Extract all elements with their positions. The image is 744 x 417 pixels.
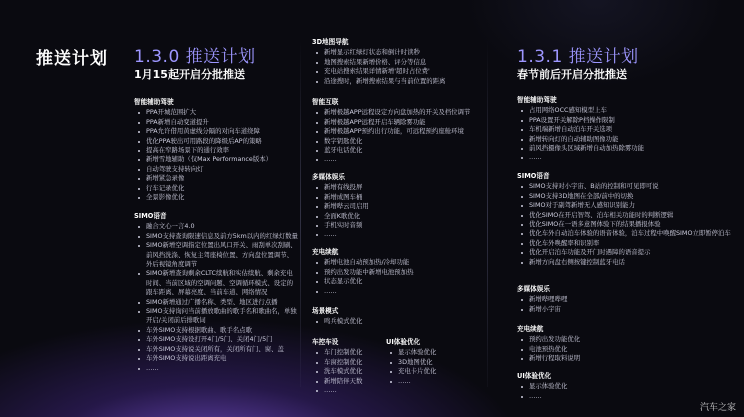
list-item: 新增行程取料说明 xyxy=(517,354,717,363)
watermark-autohome: 汽车之家 xyxy=(699,403,736,413)
section-scene-mode xyxy=(312,307,484,327)
list-item: 预约出发功能中新增电池预加热 xyxy=(312,268,484,277)
section-title: 车控车设 xyxy=(312,338,339,346)
item-list xyxy=(517,335,717,363)
section-charging-1 xyxy=(312,248,484,296)
version-1-3-0-title: 1.3.0 推送计划 xyxy=(134,47,256,67)
list-item: 新增哔云司启用 xyxy=(312,202,484,211)
list-item: 新增紧急录像 xyxy=(134,174,299,183)
list-item: 车外SIMO支持根据歌曲、歌手名点歌 xyxy=(134,326,299,335)
list-item: 优化车外自动泊车体验的语音体验，泊车过程中唤醒SIMO立即暂停泊车 xyxy=(517,229,742,238)
list-item: 新增小宇宙 xyxy=(517,305,717,314)
list-item: 地图搜索结果新增价格、评分等信息 xyxy=(312,58,484,67)
list-item: 全景影像优化 xyxy=(134,193,299,202)
list-item: 充电卡片优化 xyxy=(386,367,481,376)
list-item: 新增有线投屏 xyxy=(312,183,484,192)
section-title: 充电续航 xyxy=(312,248,339,256)
list-item: 车外SIMO支持说出距离充电 xyxy=(134,354,299,363)
list-item: SIMO支持询问当前播放歌曲的歌手名和歌曲名，单独开启/关闭前后排歌词 xyxy=(134,307,299,326)
section-car-control xyxy=(312,338,387,395)
item-list xyxy=(312,108,484,164)
list-item: 前风挡摄像头区域新增自动加热除雾功能 xyxy=(517,144,737,153)
item-list xyxy=(312,258,484,296)
list-item: SIMO支持对小宇宙、B站的控制和可见即可说 xyxy=(517,182,742,191)
section-title: 场景模式 xyxy=(312,307,339,315)
list-item: 优化开启泊车功能及开门时遇障的语音提示 xyxy=(517,248,742,257)
list-item: SIMO支持3D地图在全部/前中的切换 xyxy=(517,192,742,201)
list-item: SIMO新增空调指定位置出风口开关、雨刮单次刮刷、前风挡洗涤、恢复主驾座椅位置、方向盘位置调节、外后视镜角度调节 xyxy=(134,241,299,269)
section-driving-assist-2 xyxy=(517,96,737,163)
list-item: 优化SIMO在一语多意图体验下的结果播报体验 xyxy=(517,220,742,229)
section-title: 3D地图导航 xyxy=(312,38,349,46)
section-ui-experience-1 xyxy=(386,338,481,386)
list-item: 优化SIMO在开启智驾、泊车相关功能时的判断逻辑 xyxy=(517,211,742,220)
list-item: 沿途搜时，新增搜索结果与当前位置的距离 xyxy=(312,77,484,86)
list-item: 洗车模式优化 xyxy=(312,367,387,376)
list-item: 手机实时音频 xyxy=(312,221,484,230)
section-title: SIMO语音 xyxy=(134,212,167,220)
list-item: 新增成图车桶 xyxy=(312,193,484,202)
version-1-3-1-subtitle: 春节前后开启分批推送 xyxy=(517,68,627,81)
list-item: SIMO新增通过广播名称、类型、地区进行点播 xyxy=(134,298,299,307)
list-item: 提高在窄路场景下的通行效率 xyxy=(134,146,299,155)
section-multimedia-1 xyxy=(312,173,484,240)
list-item: 状态显示优化 xyxy=(312,277,484,286)
list-item: 显示体验优化 xyxy=(517,382,717,391)
section-title: 多媒体娱乐 xyxy=(517,285,550,293)
item-list xyxy=(312,348,387,395)
section-charging-2 xyxy=(517,325,717,364)
column-divider-2 xyxy=(487,40,488,387)
section-smart-connect xyxy=(312,98,484,165)
section-title: 多媒体娱乐 xyxy=(312,173,345,181)
item-list xyxy=(517,106,737,162)
version-1-3-0-subtitle: 1月15起开启分批推送 xyxy=(134,68,245,81)
list-item: PPA新增自动变道提升 xyxy=(134,118,299,127)
section-title: 智能互联 xyxy=(312,98,339,106)
item-list xyxy=(312,48,484,86)
section-multimedia-2 xyxy=(517,285,717,314)
item-list xyxy=(312,317,484,326)
list-item: 显示体验优化 xyxy=(386,348,481,357)
section-3d-map xyxy=(312,38,484,86)
list-item: 新增极越APP预约出行功能，可远程预约座舱环境 xyxy=(312,127,484,136)
list-item: 优化PPA驶出可用路段的降级后AP的策略 xyxy=(134,137,299,146)
list-item: 行车记录优化 xyxy=(134,184,299,193)
item-list xyxy=(517,182,742,267)
list-item: 蓝牙电话优化 xyxy=(312,146,484,155)
list-item: …… xyxy=(386,377,481,386)
list-item: 车门控制优化 xyxy=(312,348,387,357)
item-list xyxy=(134,108,299,202)
list-item: 电池预热优化 xyxy=(517,345,717,354)
section-driving-assist-1 xyxy=(134,98,299,202)
list-item: 新增极越APP远程开启车辆除雾功能 xyxy=(312,118,484,127)
section-title: UI体验优化 xyxy=(386,338,421,346)
list-item: …… xyxy=(517,153,737,162)
list-item: …… xyxy=(134,364,299,373)
list-item: 新增转向灯的自动辅助图像功能 xyxy=(517,135,737,144)
section-title: 充电续航 xyxy=(517,325,544,333)
list-item: PPA开城范围扩大 xyxy=(134,108,299,117)
list-item: 预约出发功能优化 xyxy=(517,335,717,344)
list-item: 充电站搜索结果详情新增'超时占位费' xyxy=(312,67,484,76)
list-item: 融合文心一言4.0 xyxy=(134,222,299,231)
item-list xyxy=(312,183,484,239)
list-item: 新增雪地辅助（仅Max Performance版本） xyxy=(134,155,299,164)
list-item: …… xyxy=(312,386,387,395)
list-item: 车机端新增自动泊车开关选项 xyxy=(517,125,737,134)
section-title: 智能辅助驾驶 xyxy=(517,96,557,104)
list-item: SIMO对于副驾新增无人感知识别能力 xyxy=(517,201,742,210)
list-item: 新增哔哩哔哩 xyxy=(517,295,717,304)
list-item: 车窗控制优化 xyxy=(312,358,387,367)
section-title: UI体验优化 xyxy=(517,372,552,380)
list-item: SIMO支持查询限速信息及前方5km以内的红绿灯数量 xyxy=(134,232,299,241)
item-list xyxy=(134,222,299,373)
list-item: PPA允许借用黄虚线分隔的对向车道绕障 xyxy=(134,127,299,136)
section-ui-experience-2 xyxy=(517,372,717,401)
list-item: 鸣兵模式优化 xyxy=(312,317,484,326)
list-item: 优化车外唤醒率和识别率 xyxy=(517,239,742,248)
version-1-3-1-title: 1.3.1 推送计划 xyxy=(517,47,639,67)
list-item: PPA设置开关解除P档操作限制 xyxy=(517,116,737,125)
section-simo-voice-1 xyxy=(134,212,299,373)
list-item: 数字钥匙优化 xyxy=(312,137,484,146)
list-item: 新增电池自动预加热/冷却功能 xyxy=(312,258,484,267)
list-item: …… xyxy=(517,392,717,401)
list-item: 新增极越APP远程设定方向盘加热的开关及档位调节 xyxy=(312,108,484,117)
list-item: 新增方向盘右侧按键控制蓝牙电话 xyxy=(517,258,742,267)
list-item: 全面K歌优化 xyxy=(312,212,484,221)
list-item: …… xyxy=(312,155,484,164)
column-divider-1 xyxy=(300,40,301,387)
item-list xyxy=(517,295,717,314)
list-item: 自动驾驶支持转向灯 xyxy=(134,165,299,174)
item-list xyxy=(386,348,481,386)
list-item: 新增显示红绿灯状态和倒计时读秒 xyxy=(312,48,484,57)
list-item: …… xyxy=(312,230,484,239)
page-title: 推送计划 xyxy=(36,49,108,69)
section-title: 智能辅助驾驶 xyxy=(134,98,174,106)
list-item: SIMO新增查询剩余CLTC续航和实估续航、剩余充电时间、当前区域的空调问题、空调循环模式、设定的跟车距离、屏幕亮度、当前车道、网络情况 xyxy=(134,269,299,297)
list-item: 新增陪伴天数 xyxy=(312,377,387,386)
section-title: SIMO语音 xyxy=(517,172,550,180)
list-item: …… xyxy=(312,287,484,296)
list-item: 车外SIMO支持说关闭所有，关闭所有门、窗、盖 xyxy=(134,345,299,354)
list-item: 占用网络OCC感知模型上车 xyxy=(517,106,737,115)
list-item: 车外SIMO支持设打开4门/5门、关闭4门/5门 xyxy=(134,335,299,344)
list-item: 3D地图优化 xyxy=(386,358,481,367)
item-list xyxy=(517,382,717,401)
section-simo-voice-2 xyxy=(517,172,742,267)
